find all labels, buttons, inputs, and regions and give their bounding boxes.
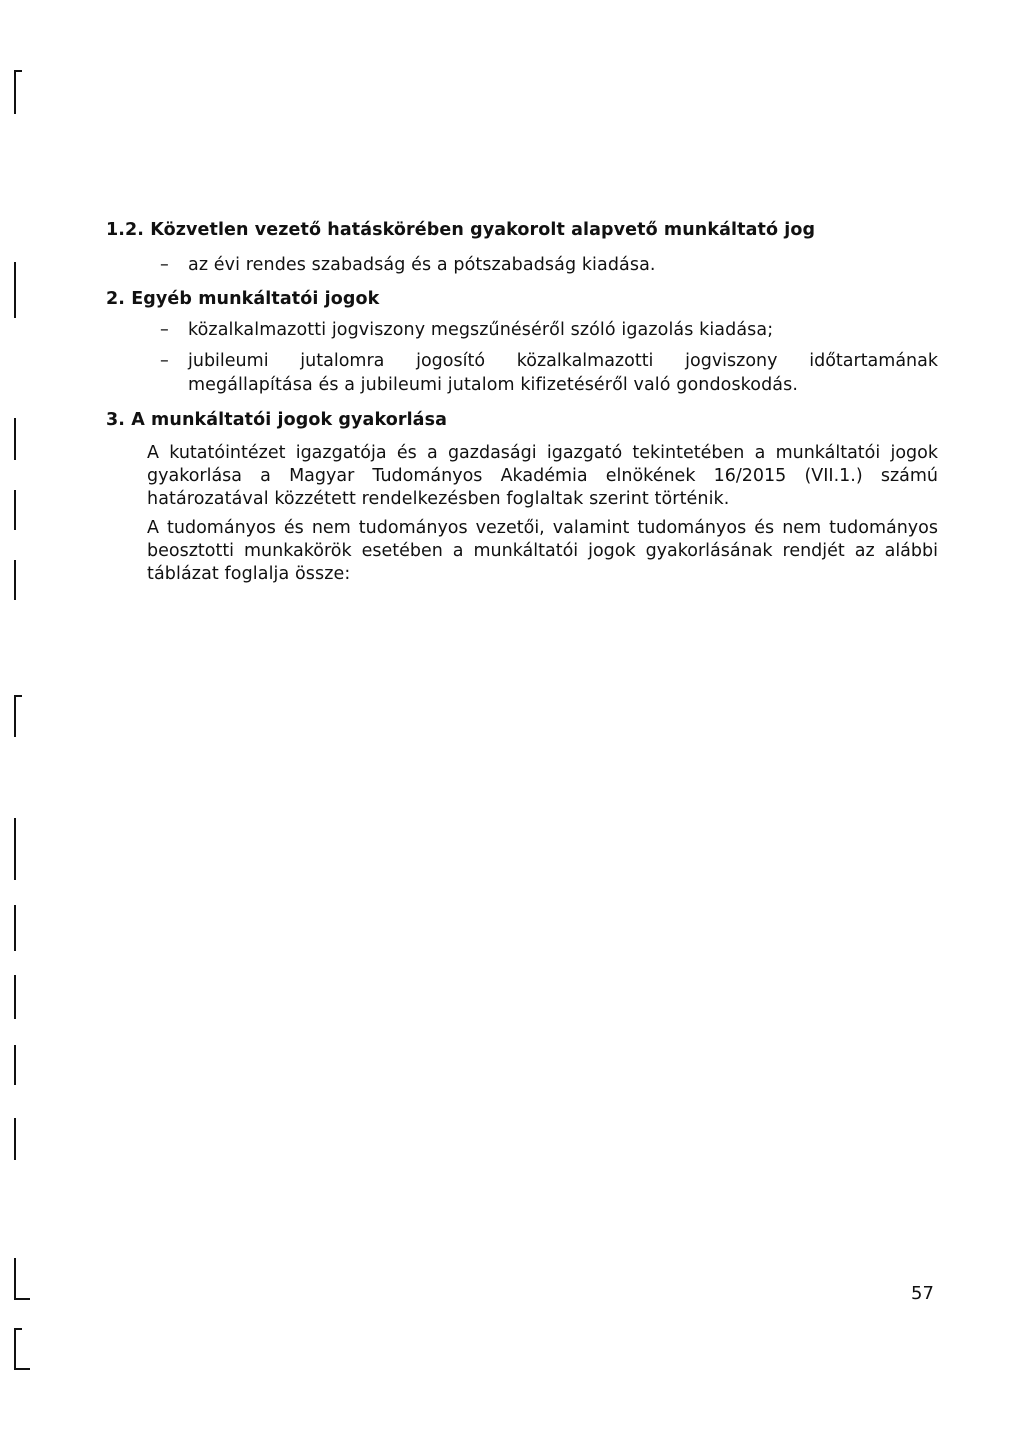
scan-mark [14, 490, 16, 530]
section-2-item-1: közalkalmazotti jogviszony megszűnéséről szóló igazolás kiadása; [188, 320, 774, 340]
section-3-paragraph-1-line-1: A kutatóintézet igazgatója és a gazdasági igazgató tekintetében a munkáltatói jogok [147, 443, 938, 463]
scan-mark [14, 70, 16, 114]
scan-mark [14, 262, 16, 318]
bullet-dash: – [160, 255, 169, 275]
section-3-paragraph-1-line-3: határozatával közzétett rendelkezésben foglaltak szerint történik. [147, 489, 730, 509]
section-2-item-2-line-1: jubileumi jutalomra jogosító közalkalmazotti jogviszony időtartamának [188, 351, 938, 371]
scan-mark [14, 695, 22, 697]
scan-mark [14, 70, 22, 72]
section-3-paragraph-2-line-3: táblázat foglalja össze: [147, 564, 351, 584]
scan-mark [14, 1118, 16, 1160]
bullet-dash: – [160, 320, 169, 340]
section-3-paragraph-1-line-2: gyakorlása a Magyar Tudományos Akadémia elnökének 16/2015 (VII.1.) számú [147, 466, 938, 486]
scan-mark [14, 695, 16, 737]
scan-mark [14, 418, 16, 460]
page-number: 57 [911, 1283, 934, 1304]
scan-mark [14, 1368, 30, 1370]
scan-mark [14, 905, 16, 951]
section-3-paragraph-2-line-1: A tudományos és nem tudományos vezetői, valamint tudományos és nem tudományos [147, 518, 938, 538]
section-1-2-item: az évi rendes szabadság és a pótszabadság kiadása. [188, 255, 656, 275]
scan-mark [14, 1298, 30, 1300]
scan-mark [14, 560, 16, 600]
scan-mark [14, 818, 16, 880]
section-3-paragraph-2-line-2: beosztotti munkakörök esetében a munkáltatói jogok gyakorlásának rendjét az alábbi [147, 541, 938, 561]
scan-mark [14, 1045, 16, 1085]
section-2-item-2-line-2: megállapítása és a jubileumi jutalom kifizetéséről való gondoskodás. [188, 375, 799, 395]
section-2-heading: 2. Egyéb munkáltatói jogok [106, 289, 380, 309]
bullet-dash: – [160, 351, 169, 371]
scan-mark [14, 975, 16, 1019]
section-1-2-heading: 1.2. Közvetlen vezető hatáskörében gyakorolt alapvető munkáltató jog [106, 220, 816, 240]
scan-mark [14, 1258, 16, 1300]
scan-mark [14, 1328, 22, 1330]
scan-mark [14, 1328, 16, 1370]
section-3-heading: 3. A munkáltatói jogok gyakorlása [106, 410, 448, 430]
